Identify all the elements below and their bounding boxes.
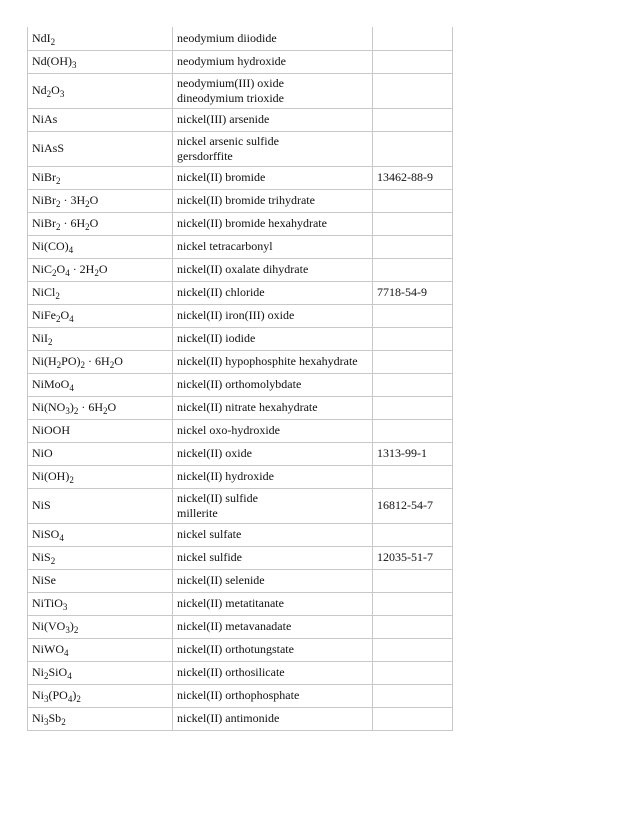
table-row	[28, 396, 453, 419]
cas-number-cell	[373, 684, 453, 707]
formula-cell	[28, 615, 173, 638]
formula-cell	[28, 396, 173, 419]
compound-table-body	[28, 27, 453, 730]
formula-cell	[28, 442, 173, 465]
compound-name: nickel(II) metatitanate	[177, 596, 284, 610]
table-row	[28, 131, 453, 166]
formula-subscript: 2	[73, 625, 79, 635]
formula-cell	[28, 373, 173, 396]
formula-text: NiS	[32, 498, 51, 512]
formula-text: Ni(VO	[32, 619, 66, 633]
table-row	[28, 707, 453, 730]
formula-text: Ni(NO	[32, 400, 66, 414]
formula-cell	[28, 465, 173, 488]
formula-subscript: 4	[67, 671, 72, 681]
formula-text: NiMoO	[32, 377, 70, 391]
compound-name: nickel(II) orthophosphate	[177, 688, 300, 702]
formula-cell	[28, 707, 173, 730]
cas-number-cell	[373, 707, 453, 730]
cas-number-cell: 12035-51-7	[373, 546, 453, 569]
cas-number-cell	[373, 27, 453, 50]
formula-cell	[28, 684, 173, 707]
formula-subscript: 2	[56, 176, 61, 186]
formula-text: O	[51, 83, 60, 97]
name-cell	[173, 707, 373, 730]
formula-text: O	[89, 193, 99, 207]
formula-text: )	[72, 688, 77, 702]
formula-text: Sb	[48, 711, 62, 725]
formula-subscript: 2	[61, 717, 66, 727]
name-cell	[173, 281, 373, 304]
name-cell	[173, 396, 373, 419]
cas-number-cell	[373, 189, 453, 212]
compound-table	[27, 27, 453, 731]
formula-text: NiOOH	[32, 423, 70, 437]
formula-text: NdI	[32, 30, 51, 45]
cas-number-cell: 13462-88-9	[373, 166, 453, 189]
compound-name: nickel(II) iron(III) oxide	[177, 308, 295, 322]
formula-cell	[28, 327, 173, 350]
name-cell	[173, 661, 373, 684]
table-row	[28, 166, 453, 189]
table-row	[28, 50, 453, 73]
cas-number-cell	[373, 50, 453, 73]
table-row	[28, 258, 453, 281]
formula-text: Ni	[32, 665, 44, 679]
formula-subscript: 2	[50, 556, 56, 566]
compound-name: nickel(II) bromide	[177, 170, 266, 184]
name-cell	[173, 108, 373, 131]
cas-number-cell	[373, 131, 453, 166]
formula-subscript: 2	[85, 199, 90, 209]
name-cell	[173, 684, 373, 707]
formula-subscript: 4	[67, 694, 73, 704]
name-cell	[173, 523, 373, 546]
name-cell	[173, 350, 373, 373]
formula-subscript: 2	[56, 360, 62, 370]
formula-subscript: 2	[103, 406, 108, 416]
table-row	[28, 373, 453, 396]
formula-subscript: 3	[44, 694, 49, 704]
compound-name: millerite	[177, 505, 218, 520]
formula-subscript: 2	[69, 475, 74, 485]
formula-cell	[28, 488, 173, 523]
formula-subscript: 3	[65, 625, 70, 635]
formula-text: NiAs	[32, 112, 58, 126]
formula-cell	[28, 350, 173, 373]
table-row	[28, 661, 453, 684]
formula-text: · 3H	[60, 193, 86, 207]
formula-text: NiS	[32, 550, 51, 564]
compound-name: nickel arsenic sulfide	[177, 133, 279, 148]
compound-name: nickel(II) selenide	[177, 573, 265, 587]
table-row	[28, 108, 453, 131]
formula-text: Ni(CO)	[32, 239, 69, 253]
formula-subscript: 2	[109, 360, 115, 370]
formula-subscript: 2	[76, 694, 81, 704]
compound-name: dineodymium trioxide	[177, 90, 284, 105]
cas-number-cell	[373, 327, 453, 350]
cas-number-cell	[373, 350, 453, 373]
cas-number-cell: 7718-54-9	[373, 281, 453, 304]
cas-number-cell	[373, 592, 453, 615]
formula-text: Ni	[32, 688, 44, 702]
formula-text: NiSO	[32, 527, 60, 541]
formula-subscript: 2	[80, 360, 86, 370]
formula-subscript: 3	[44, 717, 49, 727]
table-row	[28, 304, 453, 327]
table-row	[28, 569, 453, 592]
compound-name: nickel tetracarbonyl	[177, 239, 273, 253]
compound-name: gersdorffite	[177, 148, 233, 163]
name-cell	[173, 465, 373, 488]
formula-text: Nd	[32, 83, 47, 97]
compound-name: nickel(II) chloride	[177, 285, 265, 299]
cas-number-cell	[373, 304, 453, 327]
name-cell	[173, 212, 373, 235]
formula-subscript: 4	[69, 314, 74, 324]
cas-number-cell	[373, 465, 453, 488]
formula-subscript: 2	[94, 268, 99, 278]
table-row	[28, 615, 453, 638]
cas-number-cell	[373, 212, 453, 235]
formula-text: SiO	[48, 665, 68, 679]
cas-number-cell	[373, 661, 453, 684]
formula-text: O	[56, 262, 66, 276]
formula-subscript: 2	[56, 314, 61, 324]
formula-text: O	[114, 354, 123, 368]
compound-name: nickel(II) bromide hexahydrate	[177, 216, 327, 230]
formula-cell	[28, 258, 173, 281]
formula-text: · 6H	[85, 354, 110, 368]
name-cell	[173, 235, 373, 258]
name-cell	[173, 327, 373, 350]
formula-subscript: 2	[48, 337, 53, 347]
table-row	[28, 465, 453, 488]
table-row	[28, 281, 453, 304]
cas-number-cell	[373, 523, 453, 546]
formula-subscript: 2	[52, 268, 57, 278]
compound-name: nickel(II) oxide	[177, 446, 252, 460]
formula-text: O	[98, 262, 108, 276]
compound-name: neodymium hydroxide	[177, 54, 286, 68]
compound-name: nickel sulfate	[177, 527, 242, 541]
formula-subscript: 2	[46, 89, 52, 99]
cas-number-cell: 1313-99-1	[373, 442, 453, 465]
table-row	[28, 235, 453, 258]
table-row	[28, 523, 453, 546]
cas-number-cell	[373, 419, 453, 442]
formula-cell	[28, 131, 173, 166]
compound-name: nickel(II) orthotungstate	[177, 642, 294, 656]
cas-number-cell	[373, 73, 453, 108]
compound-name: nickel(II) sulfide	[177, 490, 258, 505]
formula-text: · 6H	[78, 400, 103, 414]
name-cell	[173, 615, 373, 638]
formula-text: O	[107, 400, 117, 414]
formula-text: Nd(OH)	[32, 54, 72, 68]
formula-subscript: 4	[64, 648, 69, 658]
formula-subscript: 3	[72, 60, 77, 70]
compound-name: nickel sulfide	[177, 550, 242, 564]
formula-text: (PO	[48, 688, 68, 702]
formula-text: PO)	[61, 354, 81, 368]
formula-text: NiTiO	[32, 596, 63, 610]
name-cell	[173, 419, 373, 442]
table-row	[28, 27, 453, 50]
name-cell	[173, 304, 373, 327]
formula-cell	[28, 661, 173, 684]
name-cell	[173, 569, 373, 592]
formula-cell	[28, 546, 173, 569]
formula-subscript: 3	[65, 406, 70, 416]
table-row	[28, 350, 453, 373]
formula-cell	[28, 166, 173, 189]
compound-name: nickel(II) orthosilicate	[177, 665, 285, 679]
formula-cell	[28, 108, 173, 131]
formula-text: O	[60, 308, 70, 322]
cas-number-cell	[373, 258, 453, 281]
compound-name: nickel(II) iodide	[177, 331, 256, 345]
table-row	[28, 684, 453, 707]
name-cell	[173, 373, 373, 396]
formula-text: )	[69, 400, 74, 414]
formula-subscript: 3	[62, 602, 68, 612]
compound-name: nickel(III) arsenide	[177, 112, 270, 126]
formula-subscript: 2	[50, 36, 56, 47]
cas-number-cell	[373, 569, 453, 592]
table-row	[28, 638, 453, 661]
formula-text: Ni	[32, 711, 44, 725]
formula-cell	[28, 569, 173, 592]
formula-cell	[28, 212, 173, 235]
compound-name: nickel(II) oxalate dihydrate	[177, 262, 309, 276]
table-row	[28, 327, 453, 350]
formula-text: NiBr	[32, 193, 56, 207]
formula-subscript: 2	[73, 406, 79, 416]
formula-cell	[28, 419, 173, 442]
formula-text: O	[89, 216, 99, 230]
name-cell	[173, 189, 373, 212]
table-row	[28, 189, 453, 212]
formula-text: · 2H	[69, 262, 95, 276]
formula-subscript: 2	[85, 222, 90, 232]
formula-text: NiCl	[32, 285, 56, 299]
formula-cell	[28, 50, 173, 73]
formula-subscript: 2	[56, 199, 61, 209]
formula-text: · 6H	[60, 216, 86, 230]
formula-cell	[28, 304, 173, 327]
formula-text: NiBr	[32, 170, 56, 184]
formula-cell	[28, 235, 173, 258]
compound-name: nickel(II) metavanadate	[177, 619, 292, 633]
table-row	[28, 442, 453, 465]
name-cell	[173, 27, 373, 50]
name-cell	[173, 638, 373, 661]
table-row	[28, 546, 453, 569]
formula-text: NiBr	[32, 216, 56, 230]
name-cell	[173, 488, 373, 523]
table-row	[28, 212, 453, 235]
cas-number-cell	[373, 373, 453, 396]
formula-text: NiI	[32, 331, 48, 345]
table-row	[28, 73, 453, 108]
compound-name: nickel(II) hypophosphite hexahydrate	[177, 354, 358, 368]
formula-text: NiO	[32, 446, 53, 460]
compound-name: neodymium(III) oxide	[177, 75, 284, 90]
formula-subscript: 2	[55, 291, 60, 301]
table-row	[28, 419, 453, 442]
compound-name: nickel(II) bromide trihydrate	[177, 193, 315, 207]
table-row	[28, 488, 453, 523]
formula-subscript: 4	[59, 533, 64, 543]
compound-name: neodymium diiodide	[177, 30, 277, 45]
formula-subscript: 3	[59, 89, 65, 99]
compound-name: nickel(II) nitrate hexahydrate	[177, 400, 318, 414]
formula-subscript: 2	[44, 671, 49, 681]
compound-name: nickel(II) orthomolybdate	[177, 377, 302, 391]
formula-cell	[28, 592, 173, 615]
name-cell	[173, 131, 373, 166]
formula-cell	[28, 73, 173, 108]
formula-subscript: 4	[68, 245, 74, 255]
compound-name: nickel oxo-hydroxide	[177, 423, 280, 437]
formula-subscript: 2	[56, 222, 61, 232]
table-row	[28, 592, 453, 615]
formula-text: NiAsS	[32, 141, 65, 155]
cas-number-cell	[373, 615, 453, 638]
name-cell	[173, 166, 373, 189]
formula-cell	[28, 189, 173, 212]
formula-subscript: 4	[69, 383, 74, 393]
formula-subscript: 4	[65, 268, 70, 278]
formula-cell	[28, 281, 173, 304]
compound-name: nickel(II) hydroxide	[177, 469, 274, 483]
cas-number-cell	[373, 638, 453, 661]
name-cell	[173, 442, 373, 465]
formula-cell	[28, 638, 173, 661]
name-cell	[173, 50, 373, 73]
formula-cell	[28, 27, 173, 50]
formula-text: NiFe	[32, 308, 56, 322]
formula-text: )	[69, 619, 74, 633]
name-cell	[173, 546, 373, 569]
compound-name: nickel(II) antimonide	[177, 711, 280, 725]
formula-cell	[28, 523, 173, 546]
formula-text: NiWO	[32, 642, 64, 656]
cas-number-cell	[373, 108, 453, 131]
cas-number-cell	[373, 235, 453, 258]
formula-text: NiSe	[32, 573, 56, 587]
name-cell	[173, 258, 373, 281]
cas-number-cell: 16812-54-7	[373, 488, 453, 523]
cas-number-cell	[373, 396, 453, 419]
formula-text: Ni(OH)	[32, 469, 70, 483]
name-cell	[173, 592, 373, 615]
name-cell	[173, 73, 373, 108]
formula-text: NiC	[32, 262, 53, 276]
formula-text: Ni(H	[32, 354, 57, 368]
